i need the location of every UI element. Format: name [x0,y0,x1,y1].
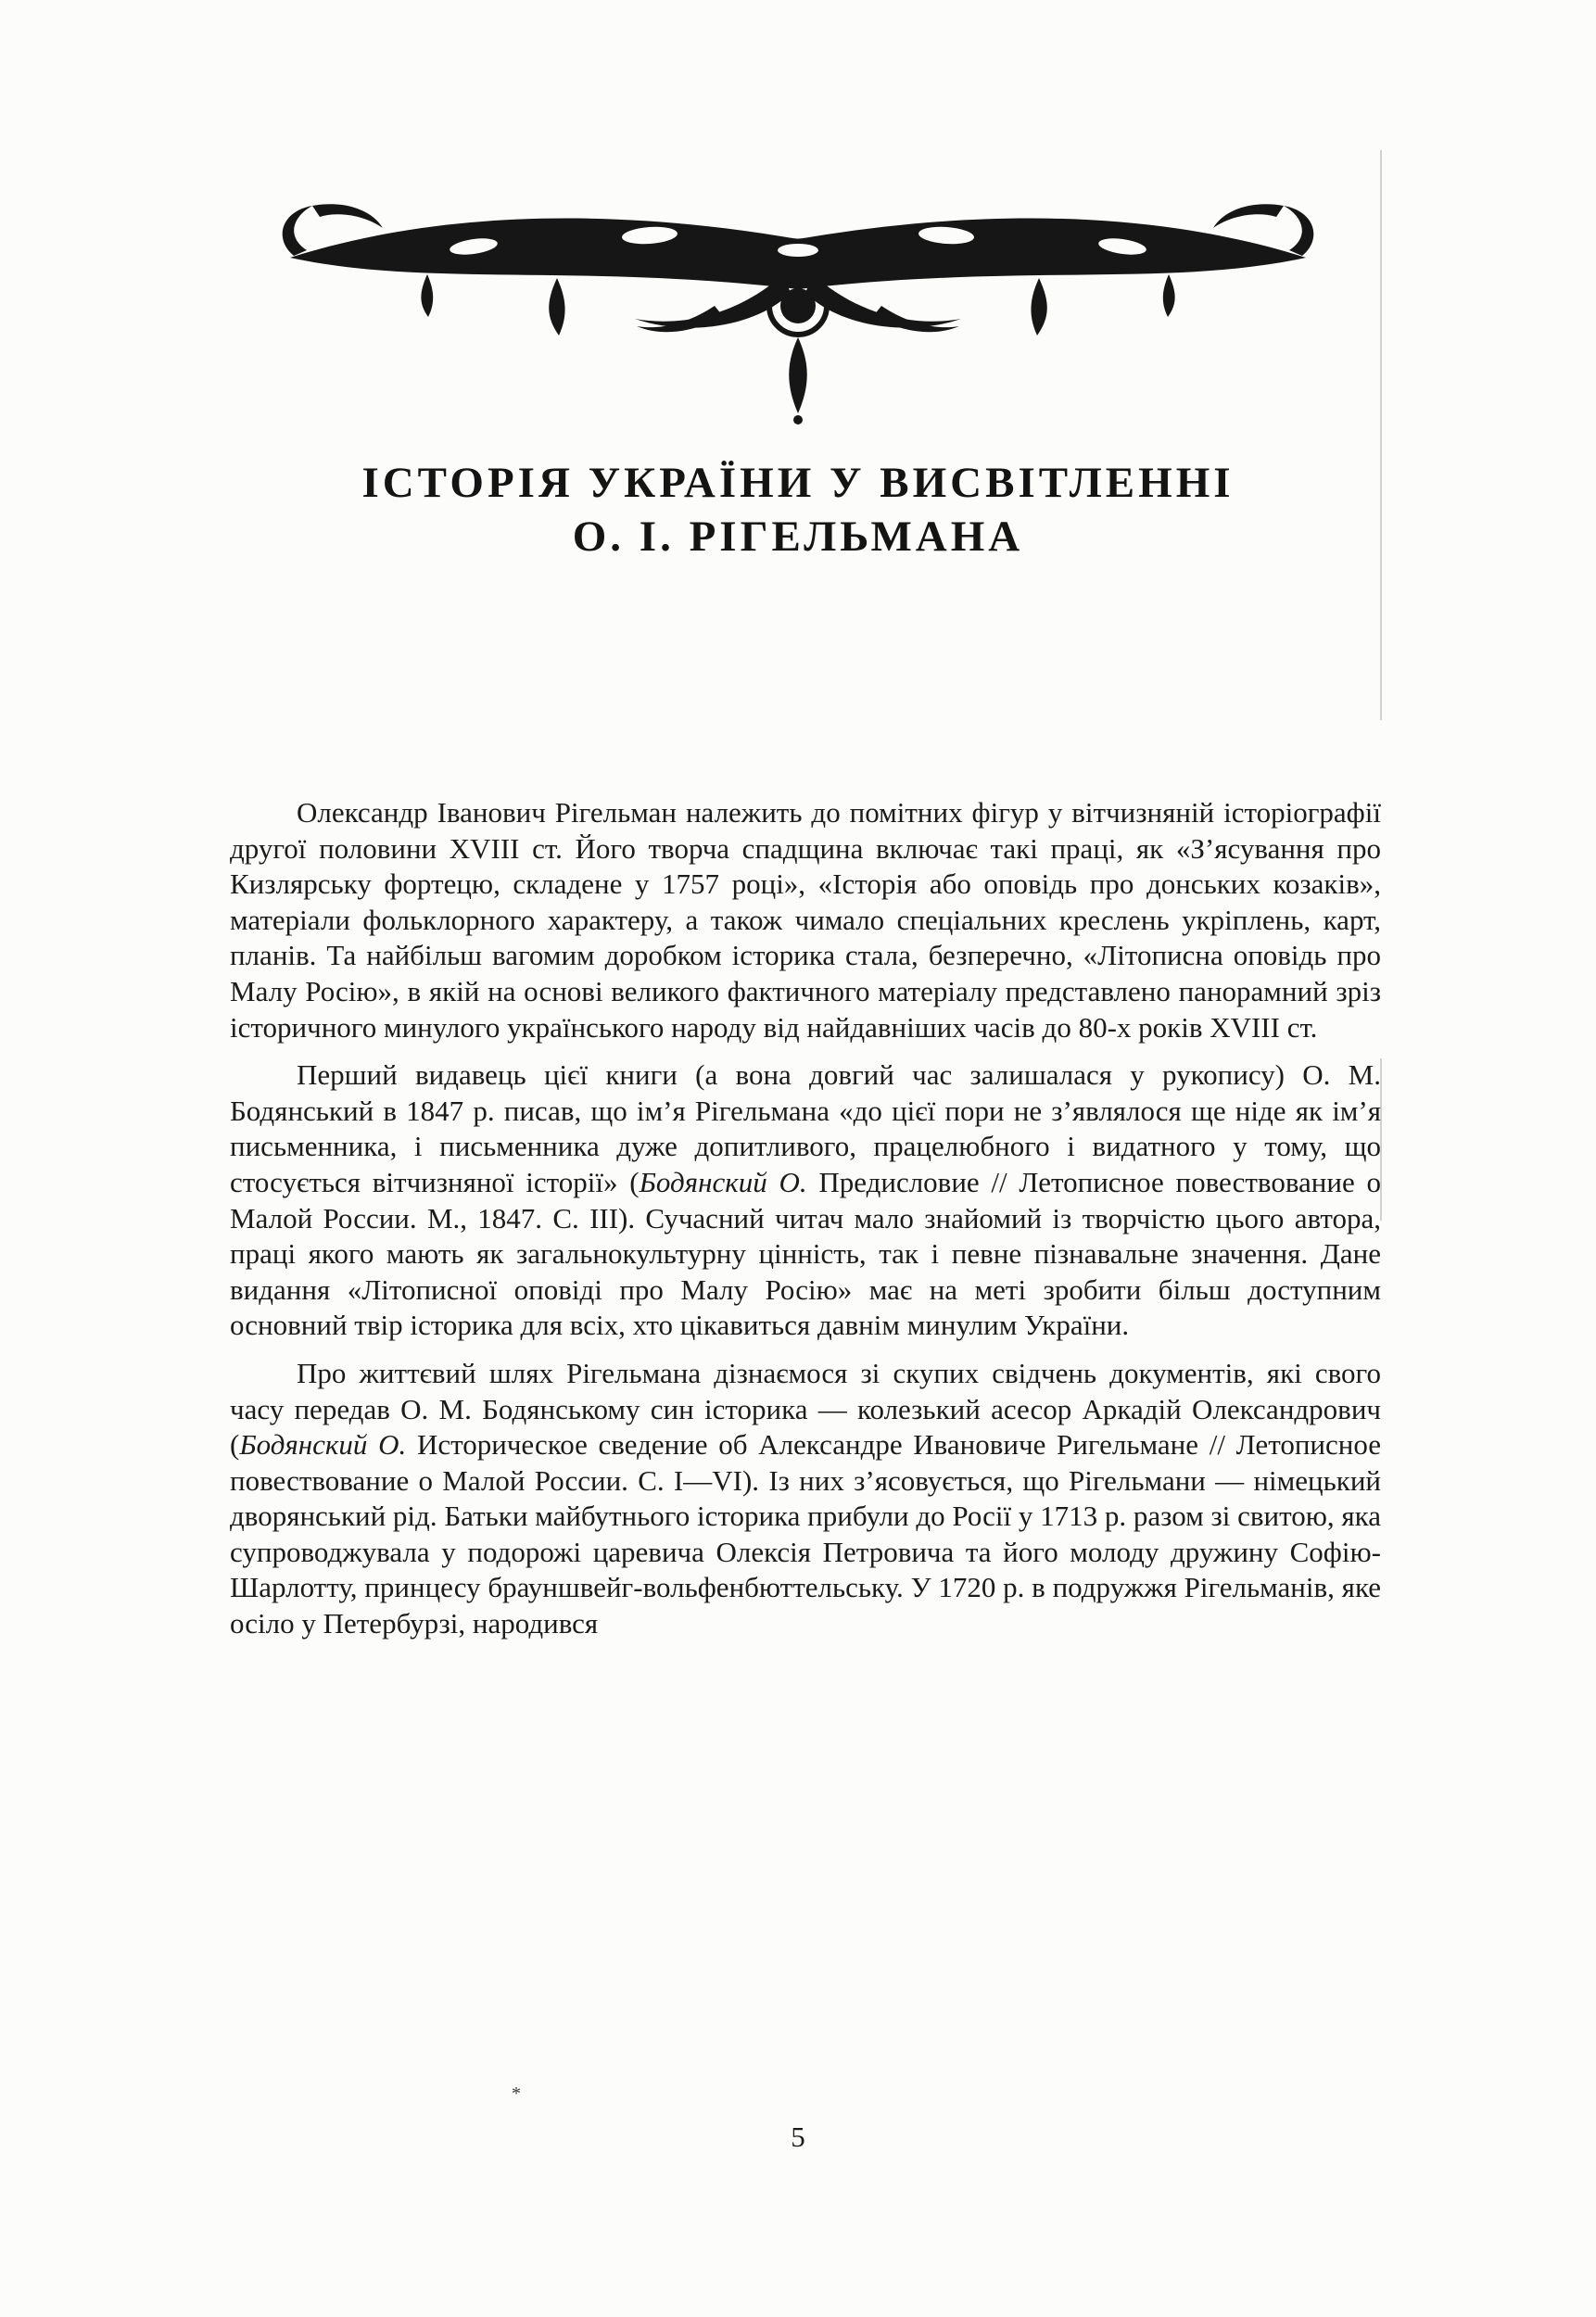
text-run: Про життєвий шлях Рігельмана дізнаємося зі скупих свідчень документів, які свого часу передав О. М. Бодянському син історика — колезький асесор Аркадій Олександрович ( [230,1356,1381,1462]
text-run: Перший видавець цієї книги (а вона довгий час залишалася у рукопису) О. М. Бодянський в 1847 р. писав, що ім’я Рігельмана «до цієї пори не з’являлося ще ніде як ім’я письменника, і письменника дуже допитливого, працелюбного і видатного у тому, що стосується вітчизняної історії» ( [230,1058,1381,1198]
text-run: Олександр Іванович Рігельман належить до помітних фігур у вітчизняній історіографії другої половини XVIII ст. Його творча спадщина включає такі праці, як «З’ясування про Кизлярську фортецю, складене у 1757 році», «Історія або оповідь про донських козаків», матеріали фольклорного характеру, а також чимало спеціальних креслень укріплень, карт, планів. Та найбільш вагомим доробком історика стала, безперечно, «Літописна оповідь про Малу Росію», в якій на основі великого фактичного матеріалу представлено панорамний зріз історичного минулого українського народу від найдавніших часів до 80-х років XVIII ст. [230,796,1381,1044]
body-text [230,795,1381,1642]
text-run: Историческое сведение об Александре Ивановиче Ригельмане // Летописное повествование о Малой России. С. I—VI). Із них з’ясовується, що Рігельмани — німецький дворянський рід. Батьки майбутнього історика прибули до Росії у 1713 р. разом зі свитою, яка супроводжувала у подорожі царевича Олексія Петровича та його молоду дружину Софію-Шарлотту, принцесу брауншвейг-вольфенбюттельську. У 1720 р. в подружжя Рігельманів, яке осіло у Петербурзі, народився [230,1428,1381,1640]
paragraph [230,1057,1381,1344]
scan-artifact-line [1380,150,1382,720]
paragraph [230,795,1381,1045]
chapter-title-line-2: О. І. РІГЕЛЬМАНА [572,513,1024,561]
chapter-title-line-1: ІСТОРІЯ УКРАЇНИ У ВИСВІТЛЕННІ [361,459,1235,507]
headpiece-ornament-container [279,196,1317,428]
floral-headpiece-ornament [279,196,1317,428]
text-run: Предисловие // Летописное повествование о Малой России. М., 1847. С. III). Сучасний читач мало знайомий із творчістю цього автора, праці якого мають як загальнокультурну цінність, так і певне пізнавальне значення. Дане видання «Літописної оповіді про Малу Росію» має на меті зробити більш доступним основний твір історика для всіх, хто цікавиться давнім минулим України. [230,1165,1381,1342]
chapter-title [0,456,1596,563]
citation-author-italic: Бодянский О. [239,1428,407,1462]
paragraph [230,1356,1381,1642]
ink-artifact-mark: * [512,2083,521,2104]
citation-author-italic: Бодянский О. [639,1165,807,1198]
page-number: 5 [791,2121,805,2153]
